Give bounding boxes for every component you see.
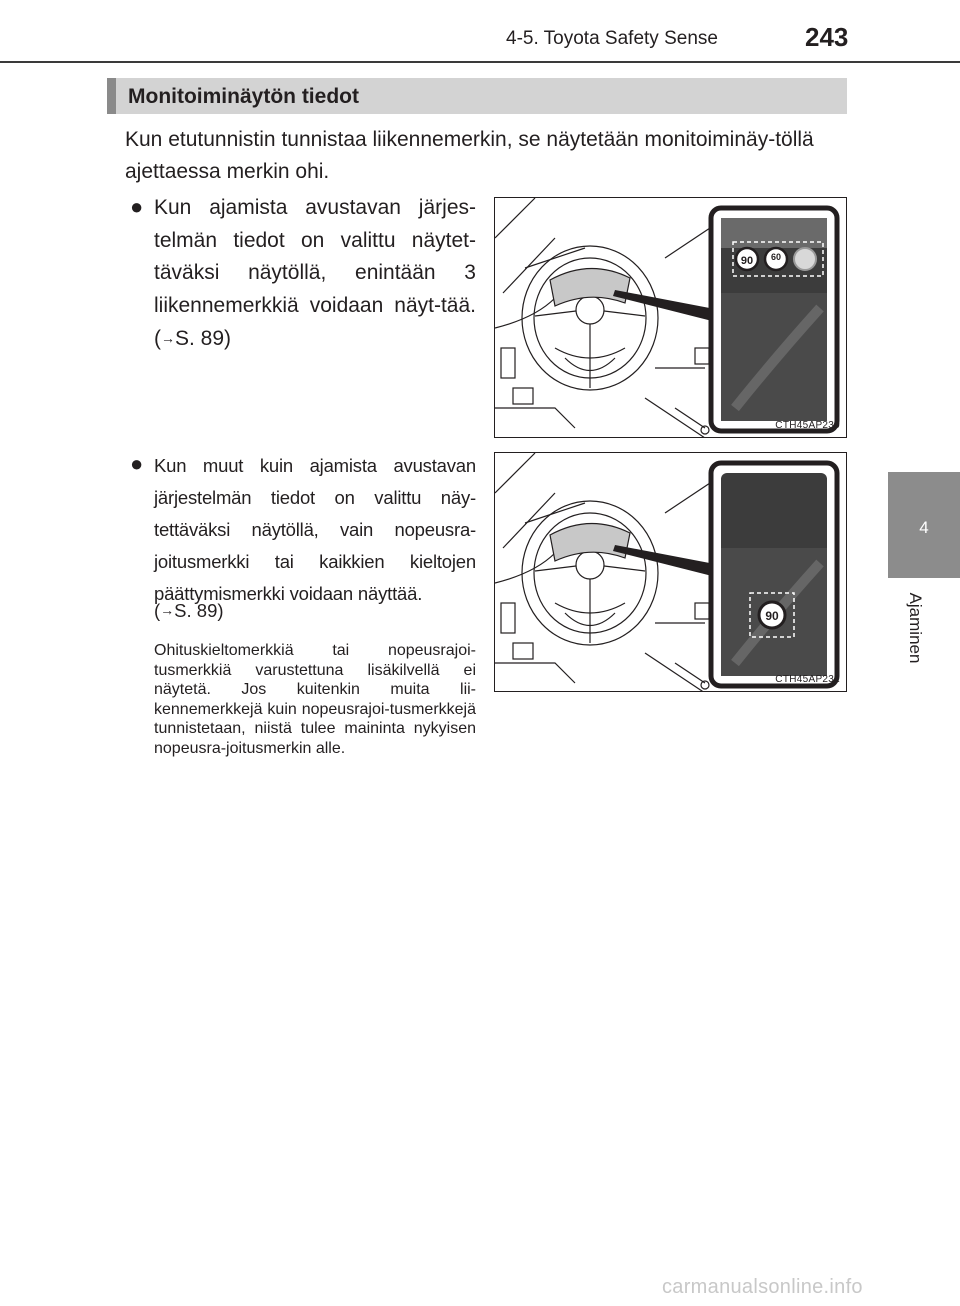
figure-cth45ap231 (494, 452, 847, 692)
figure-cth45ap230 (494, 197, 847, 438)
section-heading-bar (107, 78, 847, 114)
figure-code: CTH45AP230 (775, 420, 840, 431)
item-1-paragraph (154, 192, 476, 356)
item-1-text: Kun ajamista avustavan järjes-telmän tiedot on valittu näytet-täväksi näytöllä, enintään 3 liikennemerkkiä voidaan näyt-tää. ( (154, 196, 476, 350)
intro-paragraph: Kun etutunnistin tunnistaa liikennemerkin, se näytetään monitoiminäy-töllä ajettaessa merkin ohi. (125, 128, 814, 183)
bullet-icon: ● (130, 451, 144, 476)
item-2-ref-open: ( (154, 600, 161, 621)
figure-code: CTH45AP231 (775, 674, 840, 685)
ref-arrow-icon: → (160, 602, 175, 618)
section-heading: Monitoiminäytön tiedot (128, 85, 359, 108)
chapter-number: 4 (919, 518, 929, 537)
chapter-title-vertical (905, 586, 925, 670)
item-1-page-ref[interactable]: S. 89) (175, 327, 232, 350)
chapter-tab (888, 472, 960, 578)
chapter-title: Ajaminen (906, 592, 925, 664)
item-2-ref-line (154, 600, 224, 622)
running-header-section: 4-5. Toyota Safety Sense (506, 28, 718, 49)
sign-speed-60: 60 (770, 252, 782, 262)
item-2-text: Kun muut kuin ajamista avustavan järjestelmän tiedot on valittu näy-tettäväksi näytöllä, vain nopeusra-joitusmerkki tai kaikkien kieltojen päättymismerkki voidaan näyttää. (154, 455, 476, 604)
page-number: 243 (805, 22, 849, 52)
header-rule (0, 61, 960, 63)
sign-speed-90: 90 (740, 255, 754, 267)
sign-speed-90: 90 (765, 609, 779, 623)
item-2-page-ref[interactable]: S. 89) (174, 600, 224, 621)
dashboard-illustration-2 (495, 453, 847, 692)
dashboard-illustration-1 (495, 198, 847, 438)
watermark: carmanualsonline.info (662, 1276, 863, 1298)
ref-arrow-icon: → (161, 330, 175, 346)
bullet-icon: ● (130, 194, 144, 219)
item-2-note: Ohituskieltomerkkiä tai nopeusrajoi-tusmerkkiä varustettuna lisäkilvellä ei näytetä. Jos kuitenkin muita lii-kennemerkkejä kuin nopeusrajoi-tusmerkkejä tunnistetaan, niistä tulee maininta nykyisen nopeusra-joitusmerkin alle. (154, 642, 476, 757)
